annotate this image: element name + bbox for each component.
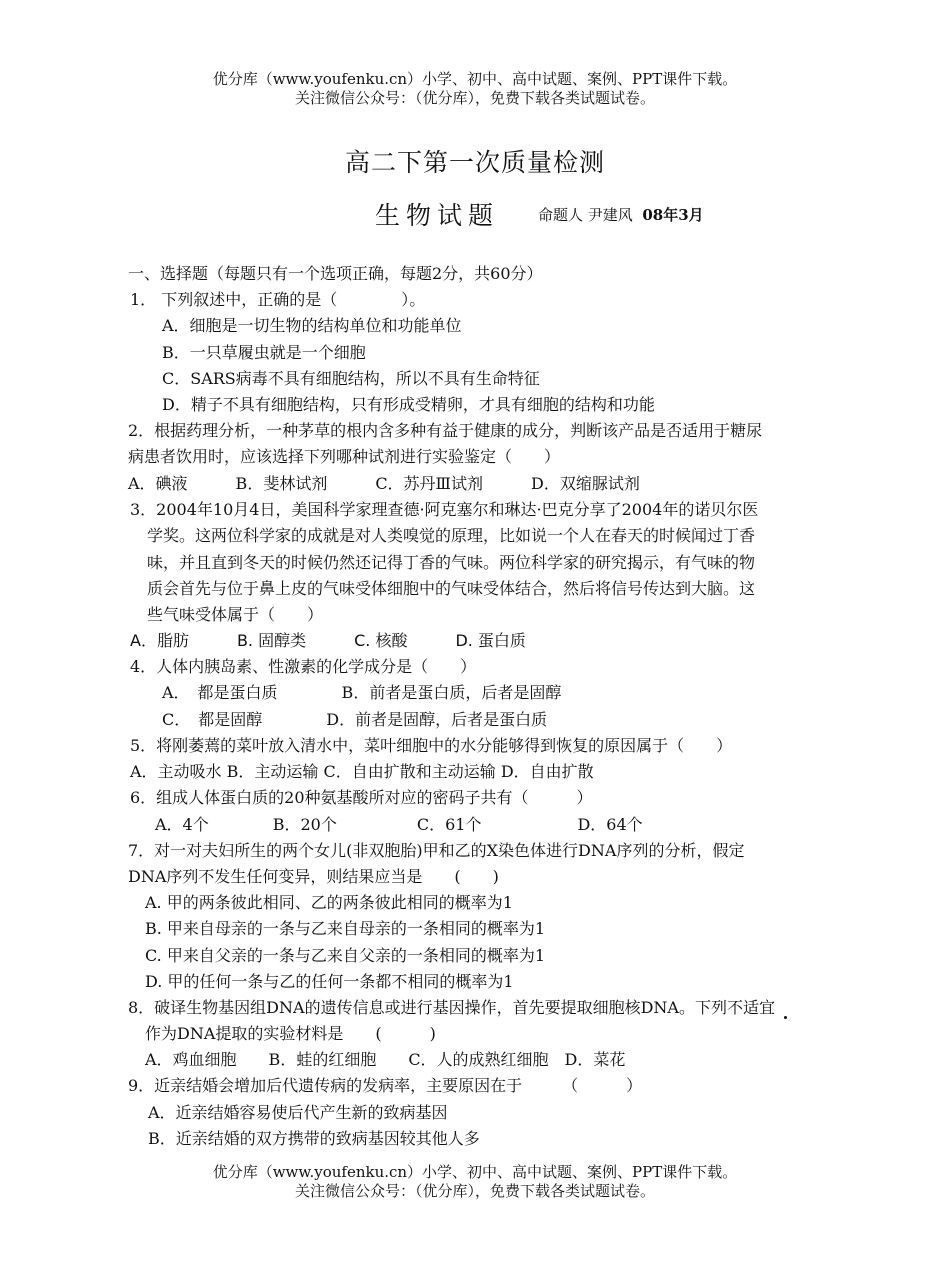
q8-options: A．鸡血细胞 B．蛙的红细胞 C．人的成熟红细胞 D．菜花: [145, 1050, 626, 1069]
question-2: 2．根据药理分析，一种茅草的根内含多种有益于健康的成分，判断该产品是否适用于糖尿: [128, 421, 763, 440]
question-7-cont: DNA序列不发生任何变异，则结果应当是 ( ): [128, 867, 499, 886]
q4-options-ab: A． 都是蛋白质 B．前者是蛋白质，后者是固醇: [162, 683, 562, 702]
question-7: 7．对一对夫妇所生的两个女儿(非双胞胎)甲和乙的X染色体进行DNA序列的分析，假定: [128, 841, 745, 860]
q1-option-a: A．细胞是一切生物的结构单位和功能单位: [162, 316, 462, 335]
footer-line-1: 优分库（www.youfenku.cn）小学、初中、高中试题、案例、PPT课件下载。: [212, 1163, 738, 1181]
emphasis-dot: [784, 1016, 787, 1019]
question-3-cont-1: 学奖。这两位科学家的成就是对人类嗅觉的原理，比如说一个人在春天的时候闻过丁香: [147, 526, 756, 545]
q7-option-d: D. 甲的任何一条与乙的任何一条都不相同的概率为1: [145, 972, 514, 991]
question-1: 1． 下列叙述中，正确的是（ ）。: [130, 290, 426, 309]
q4-options-cd: C． 都是固醇 D．前者是固醇，后者是蛋白质: [162, 710, 548, 729]
question-3-cont-2: 味，并且直到冬天的时候仍然还记得丁香的气味。两位科学家的研究揭示，有气味的物: [147, 553, 756, 572]
exam-date: 08年3月: [642, 206, 704, 224]
q3-options: A．脂肪 B. 固醇类 C. 核酸 D. 蛋白质: [130, 631, 526, 650]
question-8: 8．破译生物基因组DNA的遗传信息或进行基因操作，首先要提取细胞核DNA。下列不适宜: [128, 998, 775, 1017]
exam-author-line: [538, 204, 704, 225]
q7-option-a: A. 甲的两条彼此相同、乙的两条彼此相同的概率为1: [145, 893, 513, 912]
section-heading: 一、选择题（每题只有一个选项正确，每题2分，共60分）: [128, 264, 543, 283]
question-6: 6．组成人体蛋白质的20种氨基酸所对应的密码子共有（ ）: [130, 788, 593, 807]
exam-subtitle: 生物试题: [375, 201, 500, 230]
question-3: 3．2004年10月4日，美国科学家理查德·阿克塞尔和琳达·巴克分享了2004年的诺贝尔医: [130, 500, 759, 519]
header-line-2: 关注微信公众号：（优分库），免费下载各类试题试卷。: [294, 89, 655, 107]
question-3-cont-4: 些气味受体属于（ ）: [147, 605, 324, 624]
q9-option-a: A．近亲结婚容易使后代产生新的致病基因: [148, 1103, 448, 1122]
question-8-cont: 作为DNA提取的实验材料是 ( ): [145, 1024, 436, 1043]
exam-title: 高二下第一次质量检测: [344, 148, 605, 177]
q2-options: A．碘液 B．斐林试剂 C．苏丹Ⅲ试剂 D．双缩脲试剂: [128, 474, 640, 493]
author-name: 命题人 尹建风: [538, 206, 633, 224]
question-4: 4．人体内胰岛素、性激素的化学成分是（ ）: [130, 657, 477, 676]
q7-option-b: B. 甲来自母亲的一条与乙来自母亲的一条相同的概率为1: [145, 919, 546, 938]
footer-line-2: 关注微信公众号：（优分库），免费下载各类试题试卷。: [294, 1182, 655, 1200]
question-9: 9．近亲结婚会增加后代遗传病的发病率，主要原因在于 （ ）: [128, 1076, 643, 1095]
question-5: 5．将刚萎蔫的菜叶放入清水中，菜叶细胞中的水分能够得到恢复的原因属于（ ）: [130, 736, 733, 755]
header-line-1: 优分库（www.youfenku.cn）小学、初中、高中试题、案例、PPT课件下载。: [212, 70, 738, 88]
question-2-cont: 病患者饮用时，应该选择下列哪种试剂进行实验鉴定（ ）: [128, 447, 561, 466]
q7-option-c: C. 甲来自父亲的一条与乙来自父亲的一条相同的概率为1: [145, 946, 546, 965]
question-3-cont-3: 质会首先与位于鼻上皮的气味受体细胞中的气味受体结合，然后将信号传达到大脑。这: [147, 579, 756, 598]
q1-option-d: D．精子不具有细胞结构，只有形成受精卵，才具有细胞的结构和功能: [162, 395, 655, 414]
q9-option-b: B．近亲结婚的双方携带的致病基因较其他人多: [148, 1129, 480, 1148]
q6-options: A．4个 B．20个 C．61个 D．64个: [155, 815, 643, 834]
q1-option-b: B．一只草履虫就是一个细胞: [162, 343, 366, 362]
q5-options: A．主动吸水 B．主动运输 C．自由扩散和主动运输 D．自由扩散: [130, 762, 594, 781]
q1-option-c: C．SARS病毒不具有细胞结构，所以不具有生命特征: [162, 369, 540, 388]
